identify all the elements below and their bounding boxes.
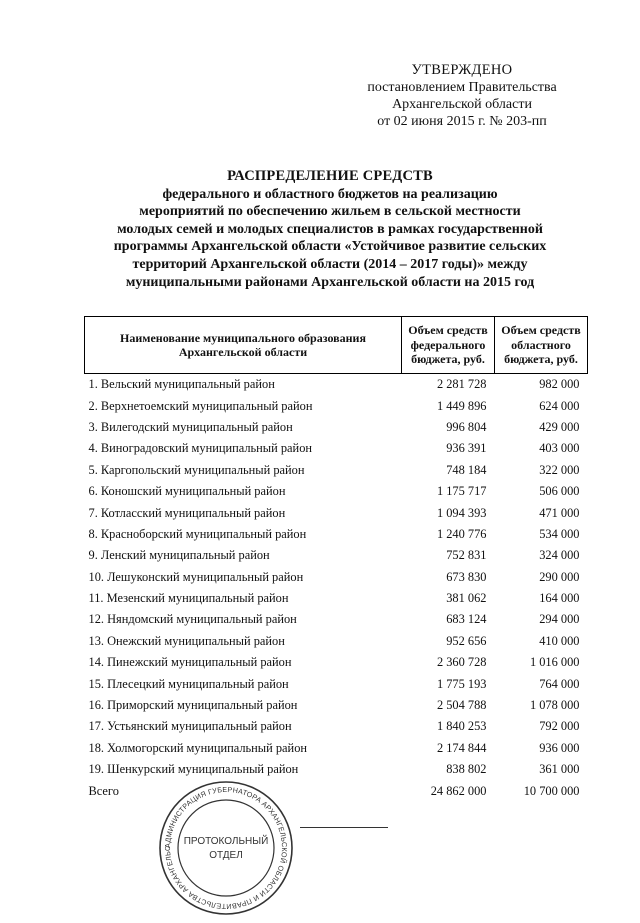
regional-amount: 534 000 <box>539 526 580 541</box>
federal-amount: 1 240 776 <box>436 526 487 541</box>
district-name: 19. Шенкурский муниципальный район <box>88 762 299 777</box>
federal-amount: 748 184 <box>446 462 487 477</box>
district-name: 9. Ленский муниципальный район <box>88 548 270 563</box>
table-header-row <box>85 317 588 374</box>
title-line: молодых семей и молодых специалистов в рамках государственной <box>117 221 543 237</box>
table-row <box>85 438 588 459</box>
federal-amount: 1 775 193 <box>436 676 487 691</box>
header-federal: Объем средств федерального бюджета, руб. <box>402 317 495 374</box>
federal-amount: 838 802 <box>446 762 487 777</box>
svg-text:ОТДЕЛ: ОТДЕЛ <box>209 850 243 861</box>
table-row <box>85 524 588 545</box>
total-label: Всего <box>88 783 119 798</box>
table-row <box>85 417 588 438</box>
table-row <box>85 631 588 652</box>
district-name: 5. Каргопольский муниципальный район <box>88 462 305 477</box>
table-row <box>85 695 588 716</box>
district-name: 3. Вилегодский муниципальный район <box>88 419 293 434</box>
table-row <box>85 652 588 673</box>
table-row <box>85 395 588 416</box>
regional-amount: 164 000 <box>539 591 580 606</box>
signature-line <box>300 827 388 828</box>
regional-amount: 290 000 <box>539 569 580 584</box>
federal-amount: 952 656 <box>446 633 487 648</box>
total-regional: 10 700 000 <box>523 783 580 798</box>
district-name: 18. Холмогорский муниципальный район <box>88 740 308 755</box>
district-name: 10. Лешуконский муниципальный район <box>88 569 304 584</box>
regional-amount: 792 000 <box>539 719 580 734</box>
svg-text:АДМИНИСТРАЦИЯ ГУБЕРНАТОРА АРХА: АДМИНИСТРАЦИЯ ГУБЕРНАТОРА АРХАНГЕЛЬСКОЙ ОБЛАСТИ И ПРАВИТЕЛЬСТВА АРХАНГЕЛЬС <box>162 784 290 912</box>
distribution-table <box>84 316 588 802</box>
title-line: программы Архангельской области «Устойчивое развитие сельских <box>113 239 547 255</box>
title-line: федерального и областного бюджетов на реализацию <box>162 186 498 202</box>
table-row <box>85 481 588 502</box>
header-regional: Объем средств областного бюджета, руб. <box>495 317 588 374</box>
table-row <box>85 460 588 481</box>
table-row <box>85 567 588 588</box>
district-name: 1. Вельский муниципальный район <box>88 377 275 392</box>
table-body <box>85 374 588 802</box>
federal-amount: 2 360 728 <box>436 655 487 670</box>
title-line: мероприятий по обеспечению жильем в сельской местности <box>139 204 521 220</box>
district-name: 4. Виноградовский муниципальный район <box>88 441 313 456</box>
regional-amount: 1 078 000 <box>529 698 580 713</box>
regional-amount: 471 000 <box>539 505 580 520</box>
regional-amount: 322 000 <box>539 462 580 477</box>
regional-amount: 1 016 000 <box>529 655 580 670</box>
regional-amount: 764 000 <box>539 676 580 691</box>
total-federal: 24 862 000 <box>430 783 487 798</box>
federal-amount: 381 062 <box>446 591 487 606</box>
district-name: 16. Приморский муниципальный район <box>88 698 298 713</box>
district-name: 11. Мезенский муниципальный район <box>88 591 289 606</box>
district-name: 15. Плесецкий муниципальный район <box>88 676 289 691</box>
federal-amount: 2 174 844 <box>436 740 487 755</box>
approval-line: от 02 июня 2015 г. № 203-пп <box>377 114 547 129</box>
table-row <box>85 738 588 759</box>
federal-amount: 1 175 717 <box>436 484 487 499</box>
federal-amount: 996 804 <box>446 419 487 434</box>
regional-amount: 506 000 <box>539 484 580 499</box>
svg-text:ПРОТОКОЛЬНЫЙ: ПРОТОКОЛЬНЫЙ <box>183 836 269 847</box>
federal-amount: 752 831 <box>446 548 487 563</box>
regional-amount: 936 000 <box>539 740 580 755</box>
table-row <box>85 374 588 396</box>
document-title <box>80 168 580 291</box>
regional-amount: 624 000 <box>539 398 580 413</box>
regional-amount: 403 000 <box>539 441 580 456</box>
table-row <box>85 588 588 609</box>
federal-amount: 673 830 <box>446 569 487 584</box>
regional-amount: 361 000 <box>539 762 580 777</box>
title-main: РАСПРЕДЕЛЕНИЕ СРЕДСТВ <box>227 168 433 184</box>
table-row <box>85 716 588 737</box>
district-name: 2. Верхнетоемский муниципальный район <box>88 398 313 413</box>
department-stamp <box>156 778 296 923</box>
regional-amount: 982 000 <box>539 377 580 392</box>
federal-amount: 683 124 <box>446 612 487 627</box>
district-name: 14. Пинежский муниципальный район <box>88 655 292 670</box>
federal-amount: 2 504 788 <box>436 698 487 713</box>
header-name: Наименование муниципального образования Архангельской области <box>85 317 402 374</box>
regional-amount: 410 000 <box>539 633 580 648</box>
stamp-seal-icon <box>156 778 296 918</box>
district-name: 6. Коношский муниципальный район <box>88 484 286 499</box>
approval-line: Архангельской области <box>392 97 532 112</box>
regional-amount: 324 000 <box>539 548 580 563</box>
approval-line: постановлением Правительства <box>367 80 557 95</box>
approval-heading: УТВЕРЖДЕНО <box>411 62 513 78</box>
district-name: 12. Няндомский муниципальный район <box>88 612 297 627</box>
title-line: муниципальными районами Архангельской области на 2015 год <box>125 274 535 290</box>
federal-amount: 1 840 253 <box>436 719 487 734</box>
table-row <box>85 545 588 566</box>
approval-block <box>342 62 582 130</box>
district-name: 17. Устьянский муниципальный район <box>88 719 292 734</box>
district-name: 13. Онежский муниципальный район <box>88 633 285 648</box>
table-row <box>85 673 588 694</box>
federal-amount: 1 094 393 <box>436 505 487 520</box>
district-name: 8. Красноборский муниципальный район <box>88 526 307 541</box>
regional-amount: 294 000 <box>539 612 580 627</box>
district-name: 7. Котласский муниципальный район <box>88 505 286 520</box>
regional-amount: 429 000 <box>539 419 580 434</box>
federal-amount: 1 449 896 <box>436 398 487 413</box>
federal-amount: 936 391 <box>446 441 487 456</box>
title-line: территорий Архангельской области (2014 – 2017 годы)» между <box>132 256 528 272</box>
table-row <box>85 609 588 630</box>
federal-amount: 2 281 728 <box>436 377 487 392</box>
table-row <box>85 502 588 523</box>
